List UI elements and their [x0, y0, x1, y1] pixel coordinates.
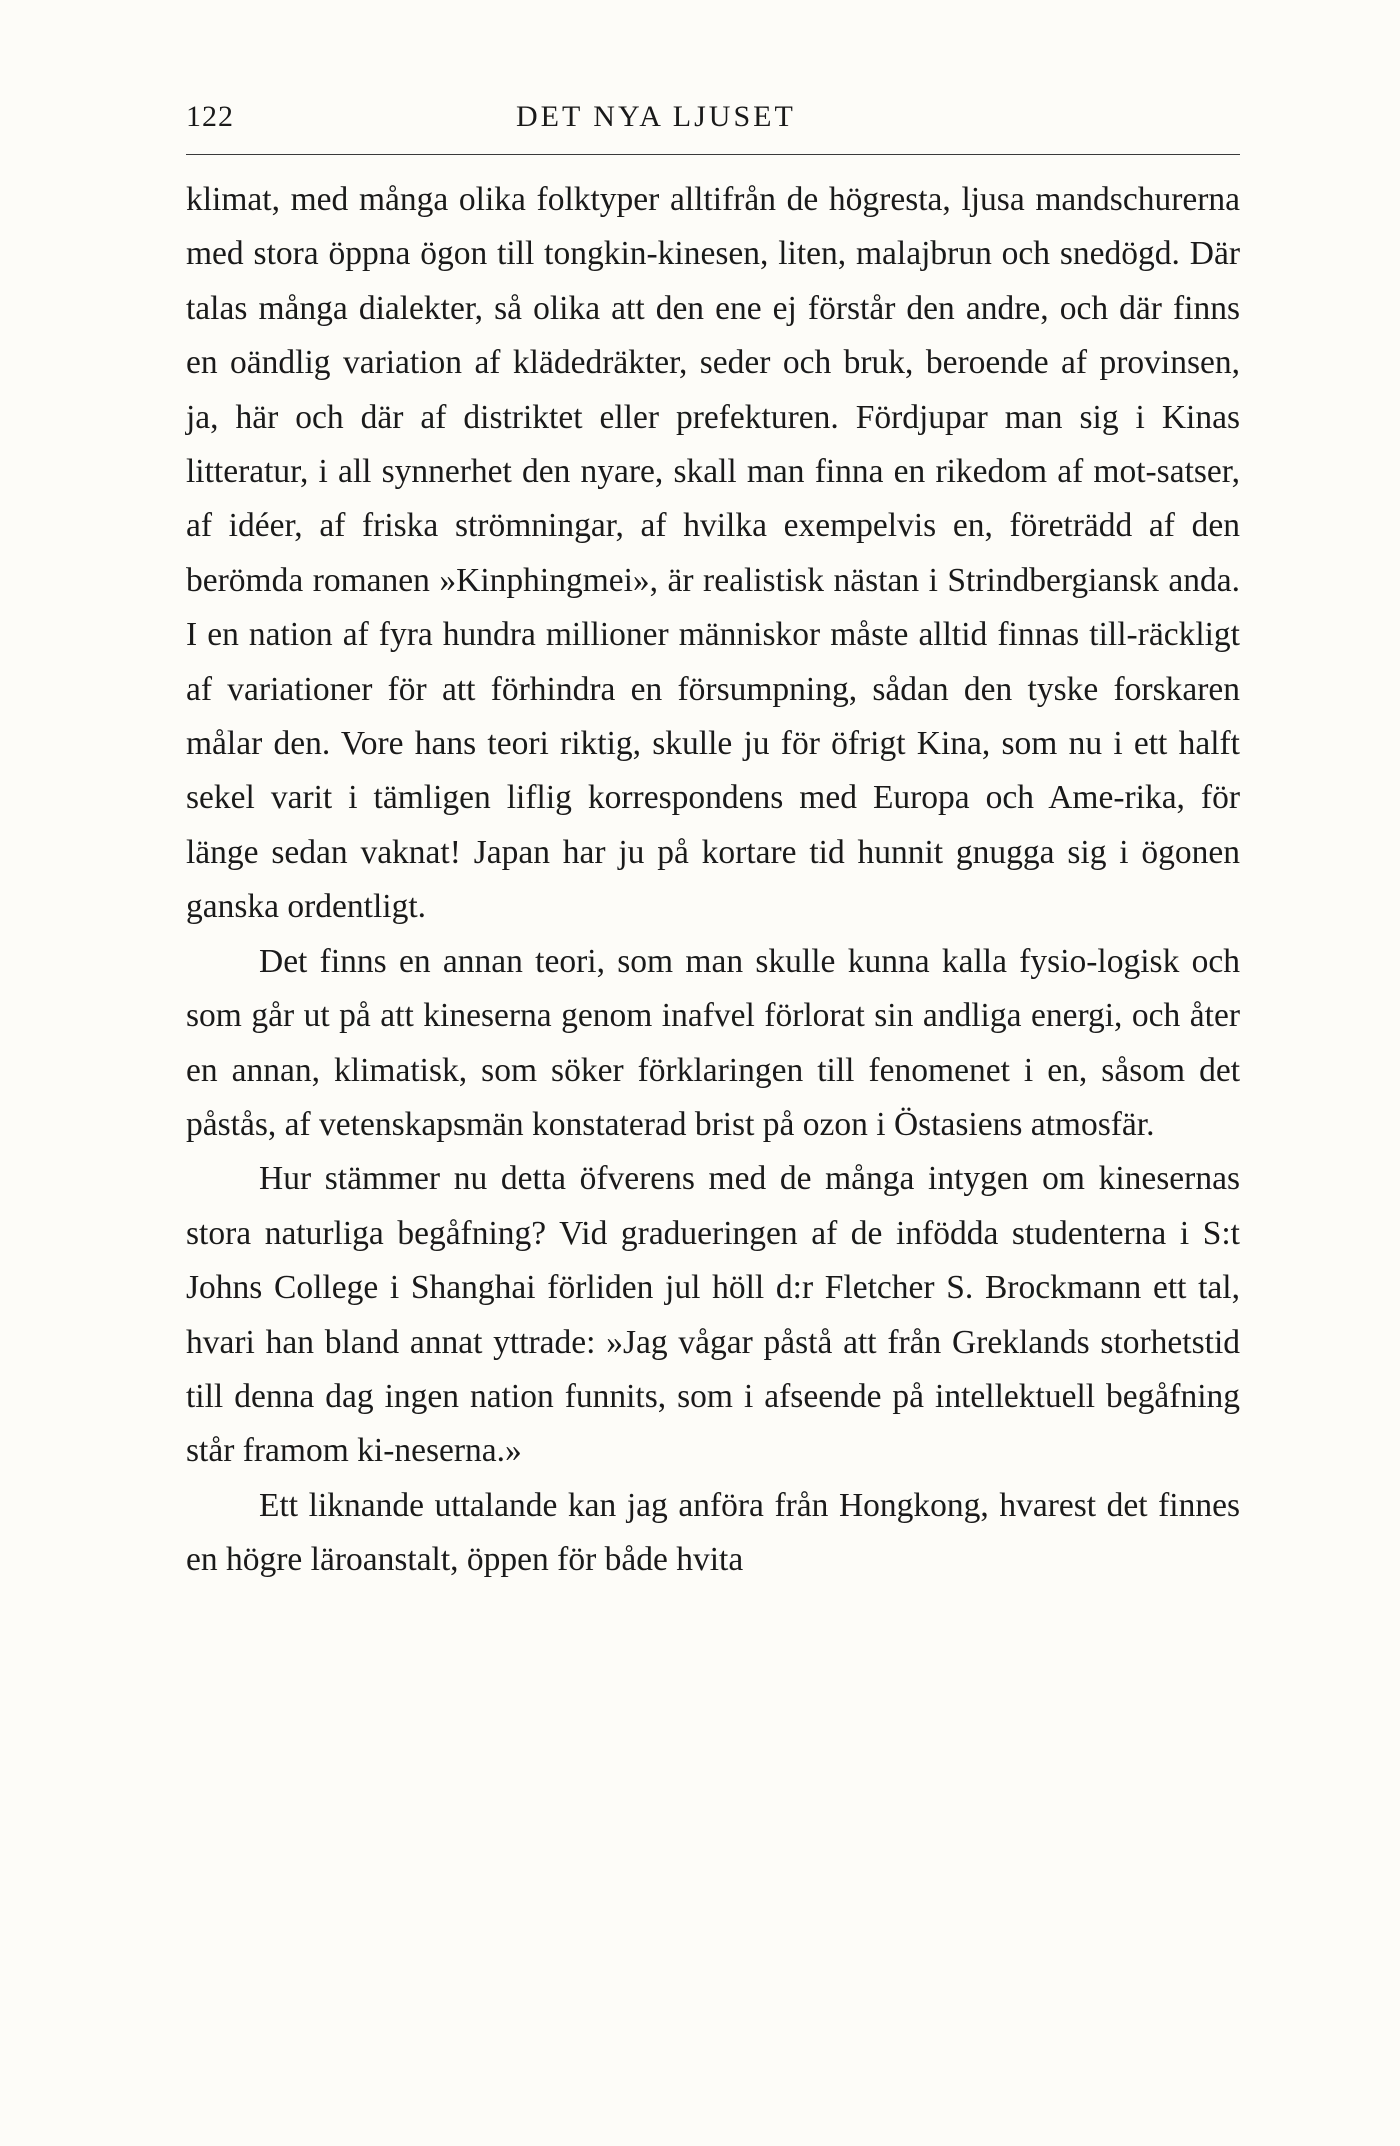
paragraph-continued: klimat, med många olika folktyper alltifrån de högresta, ljusa mandschurerna med stora öppna ögon till tongkin-kinesen, liten, malajbrun och snedögd. Där talas många dialekter, så olika att den ene ej förstår den andre, och där finns en oändlig variation af klädedräkter, seder och bruk, beroende af provinsen, ja, här och där af distriktet eller prefekturen. Fördjupar man sig i Kinas litteratur, i all synnerhet den nyare, skall man finna en rikedom af mot-satser, af idéer, af friska strömningar, af hvilka exempelvis en, företrädd af den berömda romanen »Kinphingmei», är realistisk nästan i Strindbergiansk anda. I en nation af fyra hundra millioner människor måste alltid finnas till-räckligt af variationer för att förhindra en försumpning, sådan den tyske forskaren målar den. Vore hans teori riktig, skulle ju för öfrigt Kina, som nu i ett halft sekel varit i tämligen liflig korrespondens med Europa och Ame-rika, för länge sedan vaknat! Japan har ju på kortare tid hunnit gnugga sig i ögonen ganska ordentligt.: [186, 181, 1240, 926]
book-page: [186, 100, 1240, 1588]
paragraph-brockmann-speech: Hur stämmer nu detta öfverens med de många intygen om kinesernas stora naturliga begåfning? Vid gradueringen af de infödda studenterna i S:t Johns College i Shanghai förliden jul höll d:r Fletcher S. Brockmann ett tal, hvari han bland annat yttrade: »Jag vågar påstå att från Greklands storhetstid till denna dag ingen nation funnits, som i afseende på intellektuell begåfning står framom ki-neserna.»: [186, 1160, 1240, 1470]
running-title: DET NYA LJUSET: [516, 100, 796, 133]
body-text: [186, 173, 1240, 1588]
running-head: [186, 100, 1240, 155]
page-number: 122: [186, 100, 234, 133]
paragraph-theories: Det finns en annan teori, som man skulle kunna kalla fysio-logisk och som går ut på att kineserna genom inafvel förlorat sin andliga energi, och åter en annan, klimatisk, som söker förklaringen till fenomenet i en, såsom det påstås, af vetenskapsmän konstaterad brist på ozon i Östasiens atmosfär.: [186, 942, 1240, 1143]
paragraph-hongkong: Ett liknande uttalande kan jag anföra från Hongkong, hvarest det finnes en högre läroanstalt, öppen för både hvita: [186, 1486, 1240, 1579]
